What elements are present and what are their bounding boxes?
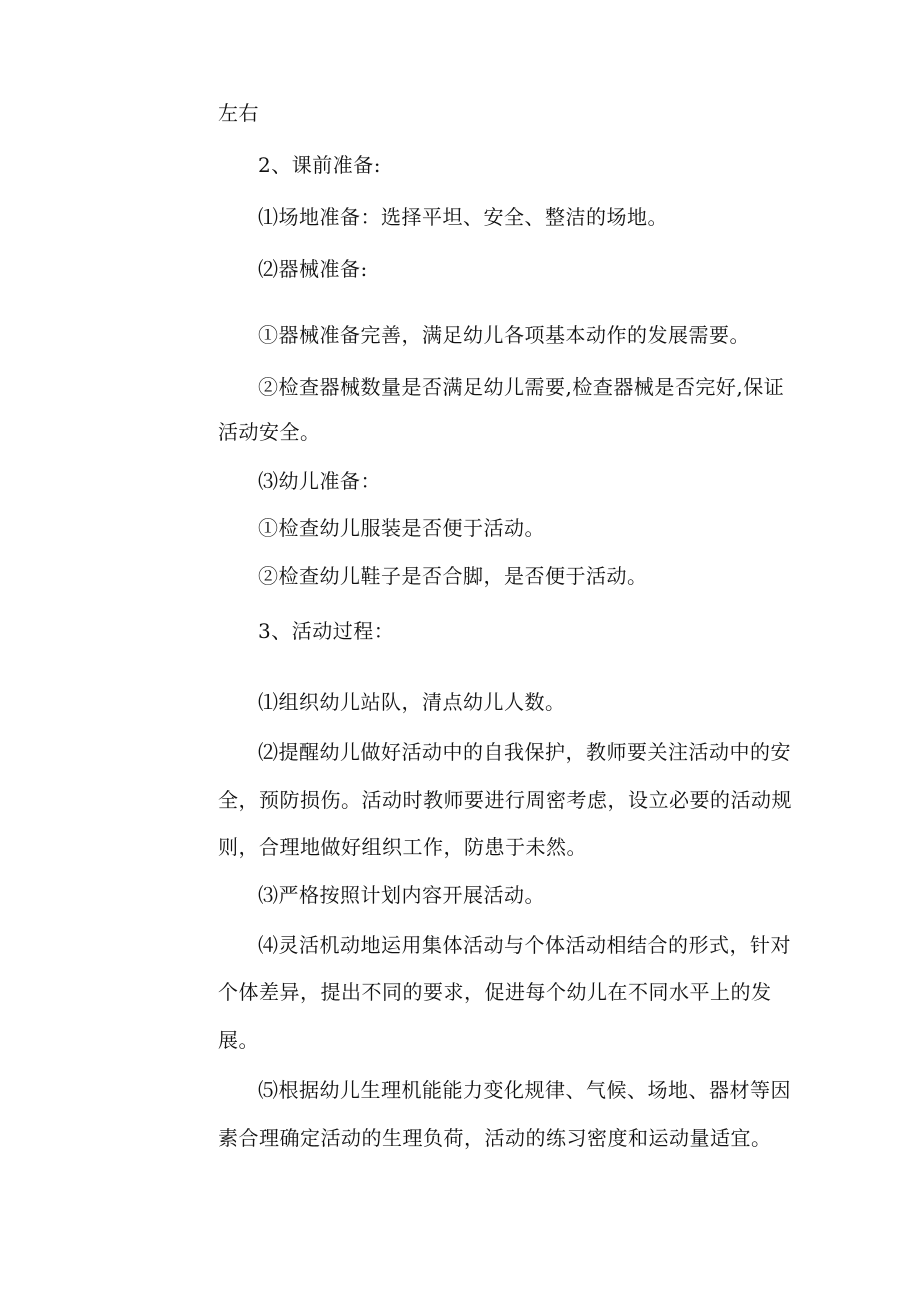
process-item-2-cont-1: 全，预防损伤。活动时教师要进行周密考虑，设立必要的活动规 — [218, 788, 792, 812]
list-item-equipment: ⑵器械准备: — [258, 257, 368, 281]
list-item-venue: ⑴场地准备：选择平坦、安全、整洁的场地。 — [258, 205, 668, 229]
sub-item-children-2: ②检查幼儿鞋子是否合脚，是否便于活动。 — [258, 564, 648, 588]
sub-item-equipment-2-cont: 活动安全。 — [218, 420, 321, 444]
list-item-children: ⑶幼儿准备： — [258, 469, 381, 493]
process-item-4-cont-2: 展。 — [218, 1028, 259, 1052]
sub-item-equipment-2: ②检查器械数量是否满足幼儿需要,检查器械是否完好,保证 — [258, 375, 785, 399]
process-item-5-cont: 素合理确定活动的生理负荷，活动的练习密度和运动量适宜。 — [218, 1126, 772, 1150]
section-heading-preparation: 2、课前准备: — [258, 153, 381, 177]
process-item-2-cont-2: 则，合理地做好组织工作，防患于未然。 — [218, 835, 587, 859]
process-item-2: ⑵提醒幼儿做好活动中的自我保护，教师要关注活动中的安 — [258, 740, 791, 764]
section-heading-process: 3、活动过程： — [258, 619, 395, 643]
process-item-1: ⑴组织幼儿站队，清点幼儿人数。 — [258, 690, 566, 714]
text-line-continuation: 左右 — [218, 101, 259, 125]
process-item-4: ⑷灵活机动地运用集体活动与个体活动相结合的形式，针对 — [258, 933, 791, 957]
sub-item-children-1: ①检查幼儿服装是否便于活动。 — [258, 516, 545, 540]
process-item-3: ⑶严格按照计划内容开展活动。 — [258, 883, 545, 907]
process-item-5: ⑸根据幼儿生理机能能力变化规律、气候、场地、器材等因 — [258, 1078, 791, 1102]
sub-item-equipment-1: ①器械准备完善，满足幼儿各项基本动作的发展需要。 — [258, 323, 750, 347]
process-item-4-cont-1: 个体差异，提出不同的要求，促进每个幼儿在不同水平上的发 — [218, 980, 772, 1004]
